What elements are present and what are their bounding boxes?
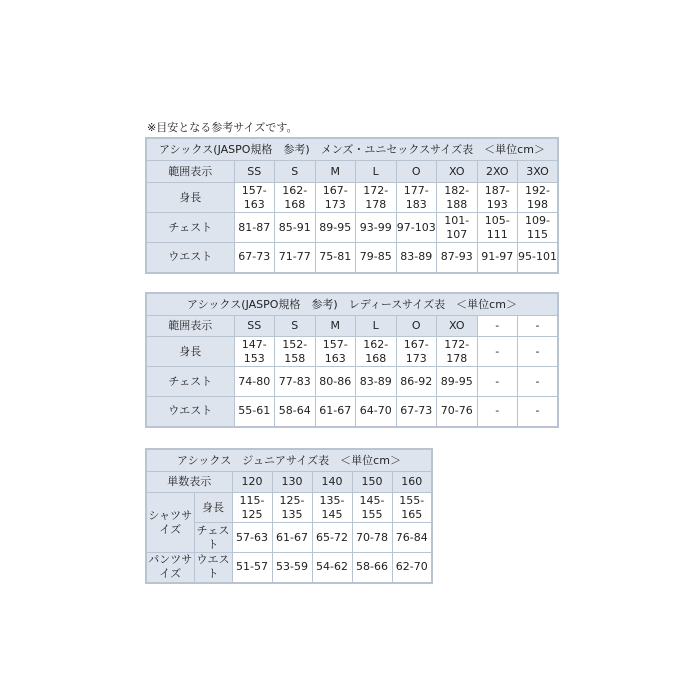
size-value: 57-63 — [232, 523, 272, 553]
table-row — [146, 337, 558, 367]
size-value: - — [518, 337, 559, 367]
size-value: 157-163 — [315, 337, 356, 367]
size-value: 157-163 — [234, 183, 275, 213]
row-label: 身長 — [146, 337, 234, 367]
size-value: 105-111 — [477, 213, 518, 243]
size-value: 152-158 — [275, 337, 316, 367]
size-value: - — [518, 367, 559, 397]
size-header: 160 — [392, 472, 432, 493]
size-value: 53-59 — [272, 553, 312, 583]
mens-size-table — [145, 137, 559, 274]
size-header: 2XO — [477, 161, 518, 183]
row-label: チェスト — [146, 213, 234, 243]
size-header: L — [356, 316, 397, 337]
pants-size-label: パンツサイズ — [146, 553, 194, 583]
size-value: 125-135 — [272, 493, 312, 523]
size-value: - — [518, 397, 559, 427]
size-value: 74-80 — [234, 367, 275, 397]
size-value: 75-81 — [315, 243, 356, 273]
ladies-size-table — [145, 292, 559, 428]
size-header: O — [396, 161, 437, 183]
table-row — [146, 367, 558, 397]
size-value: - — [477, 397, 518, 427]
table-row — [146, 213, 558, 243]
table-row — [146, 493, 432, 523]
size-value: 85-91 — [275, 213, 316, 243]
size-header: XO — [437, 316, 478, 337]
size-note: ※目安となる参考サイズです。 — [147, 121, 298, 134]
ladies-header-label: 範囲表示 — [146, 316, 234, 337]
size-value: 67-73 — [234, 243, 275, 273]
junior-table-title: アシックス ジュニアサイズ表 ＜単位cm＞ — [146, 449, 432, 472]
size-value: 71-77 — [275, 243, 316, 273]
junior-size-table — [145, 448, 433, 584]
table-row — [146, 397, 558, 427]
mens-header-label: 範囲表示 — [146, 161, 234, 183]
row-label: 身長 — [194, 493, 232, 523]
row-label: ウエスト — [146, 397, 234, 427]
size-header: L — [356, 161, 397, 183]
size-value: 58-66 — [352, 553, 392, 583]
size-value: 192-198 — [518, 183, 559, 213]
row-label: 身長 — [146, 183, 234, 213]
size-value: 147-153 — [234, 337, 275, 367]
size-header: 3XO — [518, 161, 559, 183]
size-value: 187-193 — [477, 183, 518, 213]
size-value: 95-101 — [518, 243, 559, 273]
size-value: 109-115 — [518, 213, 559, 243]
size-value: 89-95 — [315, 213, 356, 243]
size-value: 83-89 — [396, 243, 437, 273]
row-label: ウエスト — [194, 553, 232, 583]
ladies-table-title: アシックス(JASPO規格 参考) レディースサイズ表 ＜単位cm＞ — [146, 293, 558, 316]
mens-header-row — [146, 161, 558, 183]
size-value: 54-62 — [312, 553, 352, 583]
size-value: 62-70 — [392, 553, 432, 583]
size-header: SS — [234, 316, 275, 337]
size-value: 93-99 — [356, 213, 397, 243]
size-value: 87-93 — [437, 243, 478, 273]
size-value: 172-178 — [356, 183, 397, 213]
size-value: 162-168 — [275, 183, 316, 213]
size-value: 101-107 — [437, 213, 478, 243]
size-header: O — [396, 316, 437, 337]
size-header: M — [315, 161, 356, 183]
size-value: 64-70 — [356, 397, 397, 427]
size-value: 58-64 — [275, 397, 316, 427]
size-header: S — [275, 161, 316, 183]
size-header: S — [275, 316, 316, 337]
size-value: 81-87 — [234, 213, 275, 243]
size-value: 89-95 — [437, 367, 478, 397]
size-header: - — [518, 316, 559, 337]
row-label: チェスト — [146, 367, 234, 397]
size-value: 77-83 — [275, 367, 316, 397]
table-row — [146, 183, 558, 213]
size-value: 61-67 — [272, 523, 312, 553]
size-value: 51-57 — [232, 553, 272, 583]
size-value: 162-168 — [356, 337, 397, 367]
row-label: ウエスト — [146, 243, 234, 273]
size-value: 145-155 — [352, 493, 392, 523]
mens-table-title: アシックス(JASPO規格 参考) メンズ・ユニセックスサイズ表 ＜単位cm＞ — [146, 138, 558, 161]
size-value: 70-76 — [437, 397, 478, 427]
size-value: 86-92 — [396, 367, 437, 397]
size-header: M — [315, 316, 356, 337]
size-value: 61-67 — [315, 397, 356, 427]
size-header: - — [477, 316, 518, 337]
size-value: - — [477, 367, 518, 397]
size-value: 182-188 — [437, 183, 478, 213]
size-value: 70-78 — [352, 523, 392, 553]
size-value: 55-61 — [234, 397, 275, 427]
size-header: 120 — [232, 472, 272, 493]
junior-header-row — [146, 472, 432, 493]
size-header: 140 — [312, 472, 352, 493]
size-value: 83-89 — [356, 367, 397, 397]
row-label: チェスト — [194, 523, 232, 553]
table-row — [146, 553, 432, 583]
size-value: 91-97 — [477, 243, 518, 273]
ladies-header-row — [146, 316, 558, 337]
shirt-size-label: シャツサイズ — [146, 493, 194, 553]
size-value: 80-86 — [315, 367, 356, 397]
size-value: 155-165 — [392, 493, 432, 523]
size-header: 130 — [272, 472, 312, 493]
size-header: XO — [437, 161, 478, 183]
junior-header-label: 単数表示 — [146, 472, 232, 493]
size-value: 79-85 — [356, 243, 397, 273]
size-value: 177-183 — [396, 183, 437, 213]
size-value: - — [477, 337, 518, 367]
table-row — [146, 243, 558, 273]
size-value: 67-73 — [396, 397, 437, 427]
size-value: 172-178 — [437, 337, 478, 367]
size-value: 115-125 — [232, 493, 272, 523]
size-value: 167-173 — [315, 183, 356, 213]
size-header: SS — [234, 161, 275, 183]
size-value: 97-103 — [396, 213, 437, 243]
size-value: 135-145 — [312, 493, 352, 523]
size-value: 65-72 — [312, 523, 352, 553]
size-value: 76-84 — [392, 523, 432, 553]
size-value: 167-173 — [396, 337, 437, 367]
size-header: 150 — [352, 472, 392, 493]
